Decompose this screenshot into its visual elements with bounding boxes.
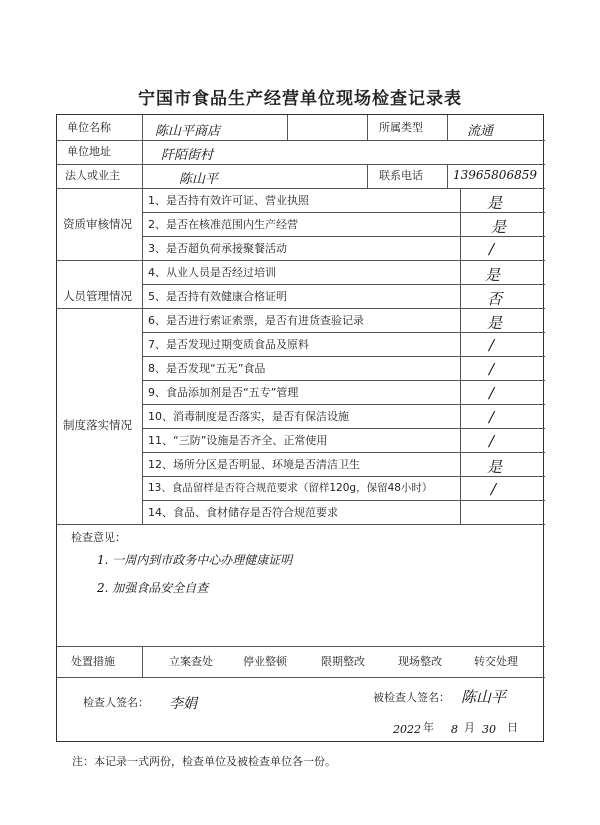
row-divider <box>57 188 545 189</box>
row-divider <box>57 140 545 141</box>
col-divider <box>287 115 288 140</box>
date-month-unit: 月 <box>464 721 475 734</box>
date-day-unit: 日 <box>507 721 518 734</box>
opinion-line-1: 1. 一周内到市政务中心办理健康证明 <box>97 553 293 567</box>
check-mark-1: 是 <box>487 194 503 212</box>
section-personnel-label: 人员管理情况 <box>63 289 132 303</box>
measure-option-3: 限期整改 <box>321 655 365 668</box>
row-divider <box>57 260 545 261</box>
opinion-label: 检查意见： <box>71 531 126 544</box>
check-mark-2: 是 <box>491 218 507 236</box>
inspector-sign-label: 检查人签名： <box>83 696 149 709</box>
phone-label: 联系电话 <box>379 169 423 182</box>
row-divider <box>142 404 545 405</box>
check-item-2: 2、是否在核准范围内生产经营 <box>148 218 298 231</box>
date-year: 2022 <box>393 723 421 736</box>
check-mark-10: / <box>489 408 495 426</box>
col-divider <box>447 115 448 140</box>
opinion-line-2: 2. 加强食品安全自查 <box>97 581 209 595</box>
row-divider <box>142 476 545 477</box>
row-divider <box>57 677 545 678</box>
col-divider <box>142 646 143 677</box>
check-mark-11: / <box>489 432 495 450</box>
row-divider <box>142 236 545 237</box>
measure-option-5: 转交处理 <box>474 655 518 668</box>
check-item-6: 6、是否进行索证索票，是否有进货查验记录 <box>148 314 364 327</box>
phone-value: 13965806859 <box>453 168 537 182</box>
inspection-table <box>56 114 544 742</box>
address-label: 单位地址 <box>67 145 111 158</box>
col-divider <box>367 164 368 188</box>
page-title: 宁国市食品生产经营单位现场检查记录表 <box>138 89 462 109</box>
col-divider <box>460 188 461 524</box>
row-divider <box>142 356 545 357</box>
row-divider <box>142 212 545 213</box>
check-item-9: 9、食品添加剂是否“五专”管理 <box>148 386 299 399</box>
date-year-unit: 年 <box>423 721 434 734</box>
check-mark-6: 是 <box>487 314 503 332</box>
date-month: 8 <box>451 723 458 736</box>
category-value: 流通 <box>467 124 494 139</box>
measure-option-1: 立案查处 <box>169 655 213 668</box>
check-mark-5: 否 <box>487 290 503 308</box>
col-divider <box>447 164 448 188</box>
check-item-13: 13、食品留样是否符合规范要求（留样120g，保留48小时） <box>148 482 433 494</box>
col-divider <box>142 115 143 524</box>
legal-rep-label: 法人或业主 <box>65 169 120 182</box>
check-item-14: 14、食品、食材储存是否符合规范要求 <box>148 506 338 519</box>
check-item-4: 4、从业人员是否经过培训 <box>148 266 276 279</box>
check-item-5: 5、是否持有效健康合格证明 <box>148 290 287 303</box>
row-divider <box>57 164 545 165</box>
row-divider <box>142 452 545 453</box>
row-divider <box>142 332 545 333</box>
date-day: 30 <box>482 723 496 736</box>
measure-option-4: 现场整改 <box>398 655 442 668</box>
row-divider <box>57 646 545 647</box>
row-divider <box>142 500 545 501</box>
check-mark-13: / <box>491 480 497 498</box>
check-item-7: 7、是否发现过期变质食品及原料 <box>148 338 309 351</box>
check-item-3: 3、是否超负荷承接聚餐活动 <box>148 242 287 255</box>
check-mark-9: / <box>489 384 495 402</box>
row-divider <box>142 428 545 429</box>
unit-name-label: 单位名称 <box>67 121 111 134</box>
check-mark-4: 是 <box>485 266 501 284</box>
unit-name-value: 陈山平商店 <box>155 124 221 139</box>
inspectee-sign-label: 被检查人签名： <box>373 691 450 704</box>
check-item-1: 1、是否持有效许可证、营业执照 <box>148 194 309 207</box>
section-qualification-label: 资质审核情况 <box>63 217 132 231</box>
footnote: 注：本记录一式两份，检查单位及被检查单位各一份。 <box>72 755 336 768</box>
measures-label: 处置措施 <box>71 655 115 668</box>
inspector-signature: 李娟 <box>169 696 197 712</box>
check-mark-3: / <box>489 240 495 258</box>
check-mark-8: / <box>489 360 495 378</box>
inspectee-signature: 陈山平 <box>461 688 507 706</box>
row-divider <box>57 524 545 525</box>
measure-option-2: 停业整顿 <box>243 655 287 668</box>
check-mark-12: 是 <box>487 458 503 476</box>
check-item-12: 12、场所分区是否明显、环境是否清洁卫生 <box>148 458 360 471</box>
address-value: 阡陌街村 <box>161 148 214 163</box>
check-item-10: 10、消毒制度是否落实，是否有保洁设施 <box>148 410 349 423</box>
legal-rep-value: 陈山平 <box>179 172 219 187</box>
check-item-11: 11、“三防”设施是否齐全、正常使用 <box>148 434 328 447</box>
category-label: 所属类型 <box>379 121 423 134</box>
check-mark-7: / <box>489 336 495 354</box>
row-divider <box>57 308 545 309</box>
section-system-label: 制度落实情况 <box>63 418 132 432</box>
row-divider <box>142 380 545 381</box>
check-item-8: 8、是否发现“五无”食品 <box>148 362 266 375</box>
col-divider <box>367 115 368 140</box>
